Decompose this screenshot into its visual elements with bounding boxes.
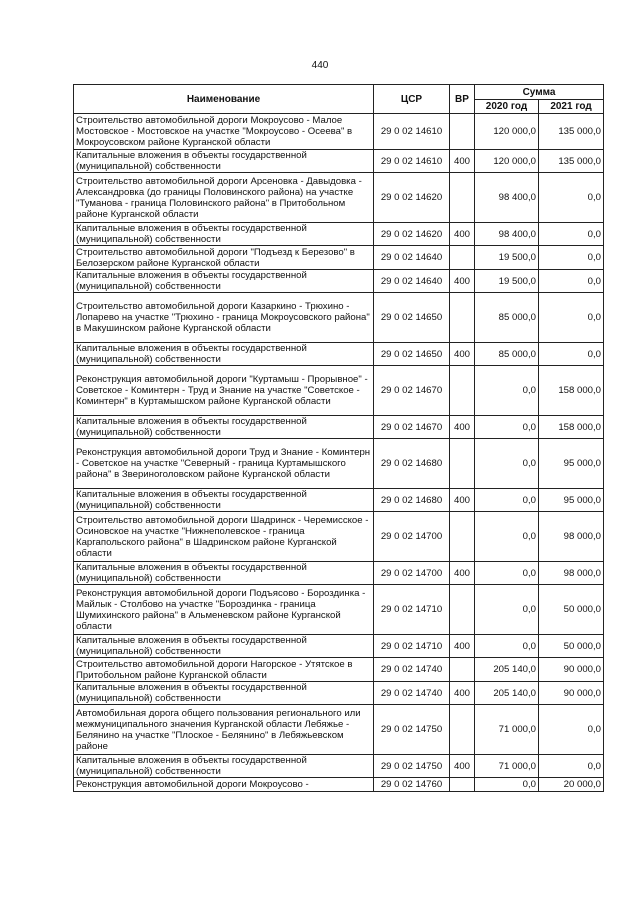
row-name-cell: Строительство автомобильной дороги Шадринск - Черемисское - Осиновское на участке "Нижнеполевское - граница Каргапольского района" в Шадринском районе Курганской области <box>74 512 374 562</box>
table-body <box>74 114 604 792</box>
row-csr-cell: 29 0 02 14610 <box>374 150 450 173</box>
row-vr-cell <box>450 512 475 562</box>
row-csr-cell: 29 0 02 14640 <box>374 270 450 293</box>
table-row <box>74 635 604 658</box>
row-amount-2021-cell: 98 000,0 <box>539 512 604 562</box>
row-name-cell: Капитальные вложения в объекты государственной (муниципальной) собственности <box>74 562 374 585</box>
row-vr-cell <box>450 439 475 489</box>
row-amount-2020-cell: 19 500,0 <box>475 246 539 270</box>
row-csr-cell: 29 0 02 14700 <box>374 562 450 585</box>
row-vr-cell <box>450 585 475 635</box>
row-name-cell: Капитальные вложения в объекты государственной (муниципальной) собственности <box>74 343 374 366</box>
row-amount-2020-cell: 0,0 <box>475 585 539 635</box>
row-csr-cell: 29 0 02 14700 <box>374 512 450 562</box>
table-row <box>74 416 604 439</box>
row-amount-2020-cell: 120 000,0 <box>475 150 539 173</box>
budget-table <box>73 84 604 792</box>
row-csr-cell: 29 0 02 14750 <box>374 705 450 755</box>
row-name-cell: Реконструкция автомобильной дороги Подъясово - Бороздинка - Майлык - Столбово на участке "Бороздинка - граница Шумихинского района" в Альменевском районе Курганской области <box>74 585 374 635</box>
row-amount-2020-cell: 71 000,0 <box>475 755 539 778</box>
row-name-cell: Реконструкция автомобильной дороги Труд и Знание - Коминтерн - Советское на участке "Северный - граница Куртамышского района" в Звериноголовском районе Курганской области <box>74 439 374 489</box>
table-row <box>74 755 604 778</box>
row-amount-2020-cell: 120 000,0 <box>475 114 539 150</box>
row-amount-2021-cell: 95 000,0 <box>539 489 604 512</box>
row-vr-cell: 400 <box>450 682 475 705</box>
row-amount-2021-cell: 158 000,0 <box>539 416 604 439</box>
row-amount-2020-cell: 205 140,0 <box>475 682 539 705</box>
table-row <box>74 439 604 489</box>
row-amount-2021-cell: 0,0 <box>539 343 604 366</box>
row-vr-cell: 400 <box>450 270 475 293</box>
row-amount-2021-cell: 50 000,0 <box>539 585 604 635</box>
row-amount-2020-cell: 0,0 <box>475 416 539 439</box>
row-amount-2020-cell: 85 000,0 <box>475 293 539 343</box>
row-vr-cell: 400 <box>450 343 475 366</box>
row-name-cell: Строительство автомобильной дороги Мокроусово - Малое Мостовское - Мостовское на участке "Мокроусово - Осеева" в Мокроусовском районе Курганской области <box>74 114 374 150</box>
row-amount-2021-cell: 50 000,0 <box>539 635 604 658</box>
row-name-cell: Реконструкция автомобильной дороги "Куртамыш - Прорывное" - Советское - Коминтерн - Труд и Знание на участке "Советское - Коминтерн" в Куртамышском районе Курганской области <box>74 366 374 416</box>
table-row <box>74 489 604 512</box>
row-csr-cell: 29 0 02 14650 <box>374 293 450 343</box>
row-amount-2021-cell: 98 000,0 <box>539 562 604 585</box>
row-amount-2020-cell: 98 400,0 <box>475 173 539 223</box>
table-row <box>74 562 604 585</box>
row-vr-cell: 400 <box>450 416 475 439</box>
row-csr-cell: 29 0 02 14610 <box>374 114 450 150</box>
row-name-cell: Строительство автомобильной дороги Нагорское - Утятское в Притобольном районе Курганской области <box>74 658 374 682</box>
table-row <box>74 682 604 705</box>
row-vr-cell <box>450 246 475 270</box>
row-vr-cell <box>450 293 475 343</box>
row-name-cell: Строительство автомобильной дороги "Подъезд к Березово" в Белозерском районе Курганской области <box>74 246 374 270</box>
header-year-2021: 2021 год <box>539 100 604 114</box>
row-vr-cell <box>450 366 475 416</box>
row-amount-2021-cell: 90 000,0 <box>539 658 604 682</box>
table-row <box>74 114 604 150</box>
row-vr-cell: 400 <box>450 223 475 246</box>
row-vr-cell: 400 <box>450 562 475 585</box>
row-name-cell: Капитальные вложения в объекты государственной (муниципальной) собственности <box>74 270 374 293</box>
row-name-cell: Капитальные вложения в объекты государственной (муниципальной) собственности <box>74 682 374 705</box>
row-name-cell: Капитальные вложения в объекты государственной (муниципальной) собственности <box>74 223 374 246</box>
row-csr-cell: 29 0 02 14650 <box>374 343 450 366</box>
row-csr-cell: 29 0 02 14670 <box>374 416 450 439</box>
row-name-cell: Капитальные вложения в объекты государственной (муниципальной) собственности <box>74 150 374 173</box>
row-csr-cell: 29 0 02 14740 <box>374 658 450 682</box>
table-row <box>74 173 604 223</box>
row-name-cell: Автомобильная дорога общего пользования регионального или межмуниципального значения Курганской области Лебяжье - Белянино на участке "Плоское - Белянино" в Лебяжьевском районе <box>74 705 374 755</box>
row-amount-2021-cell: 95 000,0 <box>539 439 604 489</box>
row-name-cell: Строительство автомобильной дороги Арсеновка - Давыдовка - Александровка (до границы Половинского района) на участке "Туманова - граница Половинского района" в Притобольном районе Курганской области <box>74 173 374 223</box>
row-amount-2021-cell: 0,0 <box>539 246 604 270</box>
row-amount-2020-cell: 0,0 <box>475 439 539 489</box>
header-vr: ВР <box>450 85 475 114</box>
row-name-cell: Капитальные вложения в объекты государственной (муниципальной) собственности <box>74 489 374 512</box>
row-csr-cell: 29 0 02 14740 <box>374 682 450 705</box>
table-row <box>74 246 604 270</box>
row-amount-2020-cell: 0,0 <box>475 489 539 512</box>
table-row <box>74 778 604 792</box>
row-csr-cell: 29 0 02 14710 <box>374 585 450 635</box>
table-row <box>74 223 604 246</box>
row-amount-2020-cell: 0,0 <box>475 366 539 416</box>
table-row <box>74 512 604 562</box>
row-csr-cell: 29 0 02 14680 <box>374 439 450 489</box>
row-amount-2020-cell: 19 500,0 <box>475 270 539 293</box>
row-name-cell: Строительство автомобильной дороги Казаркино - Трюхино - Лопарево на участке "Трюхино - граница Мокроусовского района" в Макушинском районе Курганской области <box>74 293 374 343</box>
row-vr-cell: 400 <box>450 755 475 778</box>
row-amount-2021-cell: 0,0 <box>539 293 604 343</box>
row-vr-cell <box>450 778 475 792</box>
row-amount-2021-cell: 135 000,0 <box>539 114 604 150</box>
row-amount-2021-cell: 90 000,0 <box>539 682 604 705</box>
row-csr-cell: 29 0 02 14750 <box>374 755 450 778</box>
table-row <box>74 585 604 635</box>
row-amount-2020-cell: 0,0 <box>475 562 539 585</box>
row-amount-2020-cell: 205 140,0 <box>475 658 539 682</box>
row-amount-2020-cell: 0,0 <box>475 512 539 562</box>
row-name-cell: Капитальные вложения в объекты государственной (муниципальной) собственности <box>74 635 374 658</box>
row-vr-cell: 400 <box>450 635 475 658</box>
row-csr-cell: 29 0 02 14710 <box>374 635 450 658</box>
table-row <box>74 270 604 293</box>
row-vr-cell <box>450 173 475 223</box>
row-csr-cell: 29 0 02 14760 <box>374 778 450 792</box>
row-amount-2020-cell: 85 000,0 <box>475 343 539 366</box>
header-csr: ЦСР <box>374 85 450 114</box>
row-amount-2020-cell: 0,0 <box>475 778 539 792</box>
row-csr-cell: 29 0 02 14640 <box>374 246 450 270</box>
row-amount-2021-cell: 0,0 <box>539 270 604 293</box>
row-amount-2020-cell: 98 400,0 <box>475 223 539 246</box>
table-row <box>74 366 604 416</box>
row-amount-2021-cell: 158 000,0 <box>539 366 604 416</box>
table-row <box>74 658 604 682</box>
row-amount-2020-cell: 71 000,0 <box>475 705 539 755</box>
table-row <box>74 150 604 173</box>
header-sum: Сумма <box>475 85 604 100</box>
row-amount-2021-cell: 0,0 <box>539 173 604 223</box>
table-row <box>74 705 604 755</box>
row-csr-cell: 29 0 02 14620 <box>374 223 450 246</box>
row-vr-cell: 400 <box>450 150 475 173</box>
table-row <box>74 343 604 366</box>
row-csr-cell: 29 0 02 14680 <box>374 489 450 512</box>
row-name-cell: Реконструкция автомобильной дороги Мокроусово - <box>74 778 374 792</box>
row-vr-cell: 400 <box>450 489 475 512</box>
row-vr-cell <box>450 658 475 682</box>
header-name: Наименование <box>74 85 374 114</box>
table-header <box>74 85 604 114</box>
row-amount-2021-cell: 0,0 <box>539 705 604 755</box>
page-number: 440 <box>311 60 329 71</box>
row-name-cell: Капитальные вложения в объекты государственной (муниципальной) собственности <box>74 416 374 439</box>
row-csr-cell: 29 0 02 14670 <box>374 366 450 416</box>
header-year-2020: 2020 год <box>475 100 539 114</box>
row-vr-cell <box>450 705 475 755</box>
row-amount-2021-cell: 0,0 <box>539 755 604 778</box>
table-row <box>74 293 604 343</box>
row-amount-2021-cell: 20 000,0 <box>539 778 604 792</box>
row-name-cell: Капитальные вложения в объекты государственной (муниципальной) собственности <box>74 755 374 778</box>
row-amount-2020-cell: 0,0 <box>475 635 539 658</box>
row-amount-2021-cell: 0,0 <box>539 223 604 246</box>
row-csr-cell: 29 0 02 14620 <box>374 173 450 223</box>
row-amount-2021-cell: 135 000,0 <box>539 150 604 173</box>
row-vr-cell <box>450 114 475 150</box>
